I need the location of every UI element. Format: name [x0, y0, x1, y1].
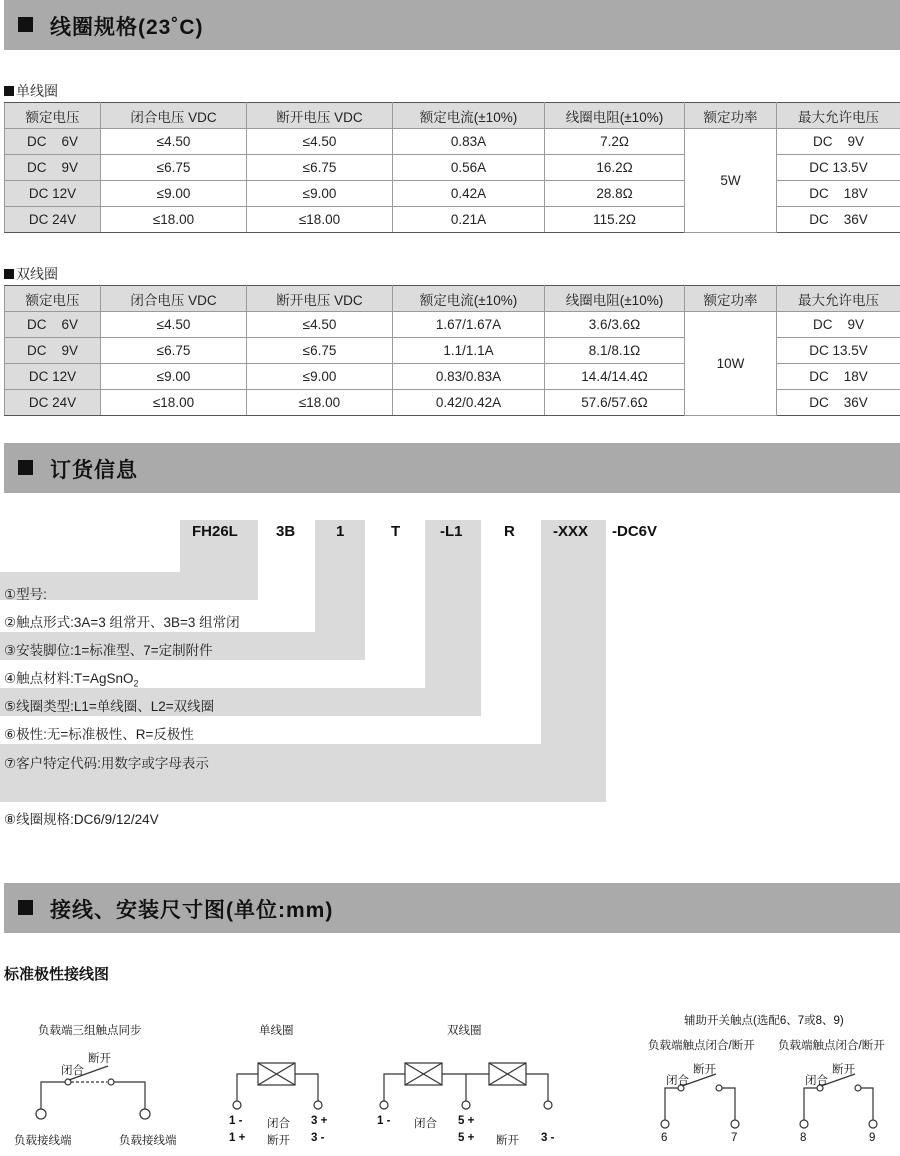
close-voltage-cell: ≤18.00 — [101, 390, 247, 416]
rated-voltage-cell: DC 6V — [5, 129, 101, 155]
rated-voltage-cell: DC 12V — [5, 181, 101, 207]
rated-current-cell: 1.67/1.67A — [393, 312, 545, 338]
part-code-material: T — [391, 523, 401, 540]
legend-line: ①型号: — [4, 587, 47, 602]
load-terminal-label: 负载接线端 — [14, 1135, 72, 1147]
terminal-icon — [314, 1101, 322, 1109]
part-code-model: FH26L — [192, 523, 238, 540]
part-code-coil-type: -L1 — [440, 523, 463, 540]
max-voltage-cell: DC 13.5V — [777, 155, 900, 181]
aux-sub-title: 负载端触点闭合/断开 — [778, 1040, 885, 1052]
coil-resistance-cell: 115.2Ω — [545, 207, 685, 233]
rated-current-cell: 0.83/0.83A — [393, 364, 545, 390]
dual-coil-heading: 双线圈 — [4, 264, 58, 284]
terminal-icon — [731, 1120, 739, 1128]
terminal-icon — [800, 1120, 808, 1128]
load-sync-title: 负载端三组触点同步 — [38, 1025, 142, 1037]
header-cell: 额定功率 — [685, 286, 777, 312]
single-coil-title: 单线圈 — [259, 1025, 294, 1037]
max-voltage-cell: DC 9V — [777, 312, 900, 338]
coil-resistance-cell: 3.6/3.6Ω — [545, 312, 685, 338]
part-code-mounting: 1 — [336, 523, 345, 540]
header-cell: 额定电流(±10%) — [393, 103, 545, 129]
pin-label: 1 + — [229, 1132, 246, 1144]
header-cell: 最大允许电压 — [777, 286, 900, 312]
coil-resistance-cell: 57.6/57.6Ω — [545, 390, 685, 416]
pin-number: 7 — [731, 1132, 738, 1144]
header-cell: 线圈电阻(±10%) — [545, 103, 685, 129]
max-voltage-cell: DC 36V — [777, 390, 900, 416]
header-cell: 断开电压 VDC — [247, 103, 393, 129]
legend-line: ⑦客户特定代码:用数字或字母表示 — [4, 756, 209, 771]
close-label: 闭合 — [805, 1075, 828, 1087]
header-cell: 线圈电阻(±10%) — [545, 286, 685, 312]
part-code-polarity: R — [504, 523, 515, 540]
terminal-icon — [661, 1120, 669, 1128]
open-voltage-cell: ≤18.00 — [247, 390, 393, 416]
coil-resistance-cell: 8.1/8.1Ω — [545, 338, 685, 364]
rated-voltage-cell: DC 24V — [5, 207, 101, 233]
header-cell: 断开电压 VDC — [247, 286, 393, 312]
close-voltage-cell: ≤4.50 — [101, 312, 247, 338]
open-voltage-cell: ≤18.00 — [247, 207, 393, 233]
terminal-icon — [544, 1101, 552, 1109]
header-cell: 额定电压 — [5, 286, 101, 312]
terminal-icon — [380, 1101, 388, 1109]
open-label: 断开 — [693, 1064, 716, 1076]
close-voltage-cell: ≤9.00 — [101, 181, 247, 207]
max-voltage-cell: DC 9V — [777, 129, 900, 155]
open-voltage-cell: ≤9.00 — [247, 364, 393, 390]
section-title: 接线、安装尺寸图(单位:mm) — [50, 899, 334, 922]
coil-resistance-cell: 28.8Ω — [545, 181, 685, 207]
rated-power-cell: 10W — [685, 312, 777, 416]
terminal-icon — [869, 1120, 877, 1128]
rated-current-cell: 0.42/0.42A — [393, 390, 545, 416]
legend-line: ⑤线圈类型:L1=单线圈、L2=双线圈 — [4, 699, 215, 714]
open-voltage-cell: ≤6.75 — [247, 338, 393, 364]
rated-voltage-cell: DC 12V — [5, 364, 101, 390]
header-cell: 额定电流(±10%) — [393, 286, 545, 312]
terminal-icon — [233, 1101, 241, 1109]
terminal-icon — [36, 1109, 46, 1119]
contact-node-icon — [108, 1079, 114, 1085]
contact-node-icon — [855, 1085, 861, 1091]
rated-voltage-cell: DC 24V — [5, 390, 101, 416]
part-code-contact-form: 3B — [276, 523, 296, 540]
dual-coil-title: 双线圈 — [447, 1025, 482, 1037]
legend-line: ②触点形式:3A=3 组常开、3B=3 组常闭 — [4, 615, 240, 630]
close-voltage-cell: ≤4.50 — [101, 129, 247, 155]
rated-current-cell: 1.1/1.1A — [393, 338, 545, 364]
section-title: 订货信息 — [50, 459, 138, 482]
aux-switch-title: 辅助开关触点(选配6、7或8、9) — [684, 1015, 844, 1027]
max-voltage-cell: DC 13.5V — [777, 338, 900, 364]
coil-resistance-cell: 16.2Ω — [545, 155, 685, 181]
header-cell: 额定功率 — [685, 103, 777, 129]
open-label: 断开 — [267, 1135, 290, 1147]
rated-current-cell: 0.56A — [393, 155, 545, 181]
open-voltage-cell: ≤4.50 — [247, 129, 393, 155]
max-voltage-cell: DC 18V — [777, 364, 900, 390]
close-label: 闭合 — [267, 1118, 290, 1130]
header-cell: 闭合电压 VDC — [101, 286, 247, 312]
pin-label: 3 - — [541, 1132, 555, 1144]
single-coil-heading: 单线圈 — [4, 81, 58, 101]
pin-label: 1 - — [377, 1115, 391, 1127]
rated-voltage-cell: DC 6V — [5, 312, 101, 338]
section-title: 线圈规格(23˚C) — [50, 16, 204, 39]
pin-label: 5 + — [458, 1132, 475, 1144]
contact-node-icon — [716, 1085, 722, 1091]
close-label: 闭合 — [666, 1075, 689, 1087]
close-voltage-cell: ≤18.00 — [101, 207, 247, 233]
coil-resistance-cell: 7.2Ω — [545, 129, 685, 155]
close-voltage-cell: ≤6.75 — [101, 338, 247, 364]
pin-label: 5 + — [458, 1115, 475, 1127]
terminal-icon — [462, 1101, 470, 1109]
rated-current-cell: 0.83A — [393, 129, 545, 155]
part-code-coil-spec: -DC6V — [612, 523, 658, 540]
rated-voltage-cell: DC 9V — [5, 338, 101, 364]
close-voltage-cell: ≤9.00 — [101, 364, 247, 390]
legend-line: ④触点材料:T=AgSnO$_2$ — [4, 671, 139, 689]
close-label: 闭合 — [414, 1118, 437, 1130]
legend-line: ③安装脚位:1=标准型、7=定制附件 — [4, 643, 213, 658]
pin-number: 8 — [800, 1132, 807, 1144]
coil-resistance-cell: 14.4/14.4Ω — [545, 364, 685, 390]
header-cell: 最大允许电压 — [777, 103, 900, 129]
open-voltage-cell: ≤4.50 — [247, 312, 393, 338]
max-voltage-cell: DC 36V — [777, 207, 900, 233]
wiring-diagram-title: 标准极性接线图 — [4, 966, 110, 983]
legend-line: ⑧线圈规格:DC6/9/12/24V — [4, 812, 159, 827]
pin-label: 3 - — [311, 1132, 325, 1144]
pin-number: 9 — [869, 1132, 876, 1144]
header-cell: 闭合电压 VDC — [101, 103, 247, 129]
load-sync-switch-diagram — [36, 1066, 150, 1119]
aux-sub-title: 负载端触点闭合/断开 — [648, 1040, 755, 1052]
open-label: 断开 — [88, 1053, 111, 1065]
rated-current-cell: 0.42A — [393, 181, 545, 207]
rated-power-cell: 5W — [685, 129, 777, 233]
open-label: 断开 — [832, 1064, 855, 1076]
pin-label: 3 + — [311, 1115, 328, 1127]
dual-coil-diagram — [380, 1063, 552, 1109]
close-voltage-cell: ≤6.75 — [101, 155, 247, 181]
load-terminal-label: 负载接线端 — [119, 1135, 177, 1147]
rated-voltage-cell: DC 9V — [5, 155, 101, 181]
open-label: 断开 — [496, 1135, 519, 1147]
single-coil-diagram — [233, 1063, 322, 1109]
open-voltage-cell: ≤9.00 — [247, 181, 393, 207]
open-voltage-cell: ≤6.75 — [247, 155, 393, 181]
header-cell: 额定电压 — [5, 103, 101, 129]
legend-line: ⑥极性:无=标准极性、R=反极性 — [4, 727, 194, 742]
close-label: 闭合 — [61, 1065, 84, 1077]
pin-label: 1 - — [229, 1115, 243, 1127]
rated-current-cell: 0.21A — [393, 207, 545, 233]
pin-number: 6 — [661, 1132, 668, 1144]
max-voltage-cell: DC 18V — [777, 181, 900, 207]
terminal-icon — [140, 1109, 150, 1119]
part-code-customer: -XXX — [553, 523, 589, 540]
